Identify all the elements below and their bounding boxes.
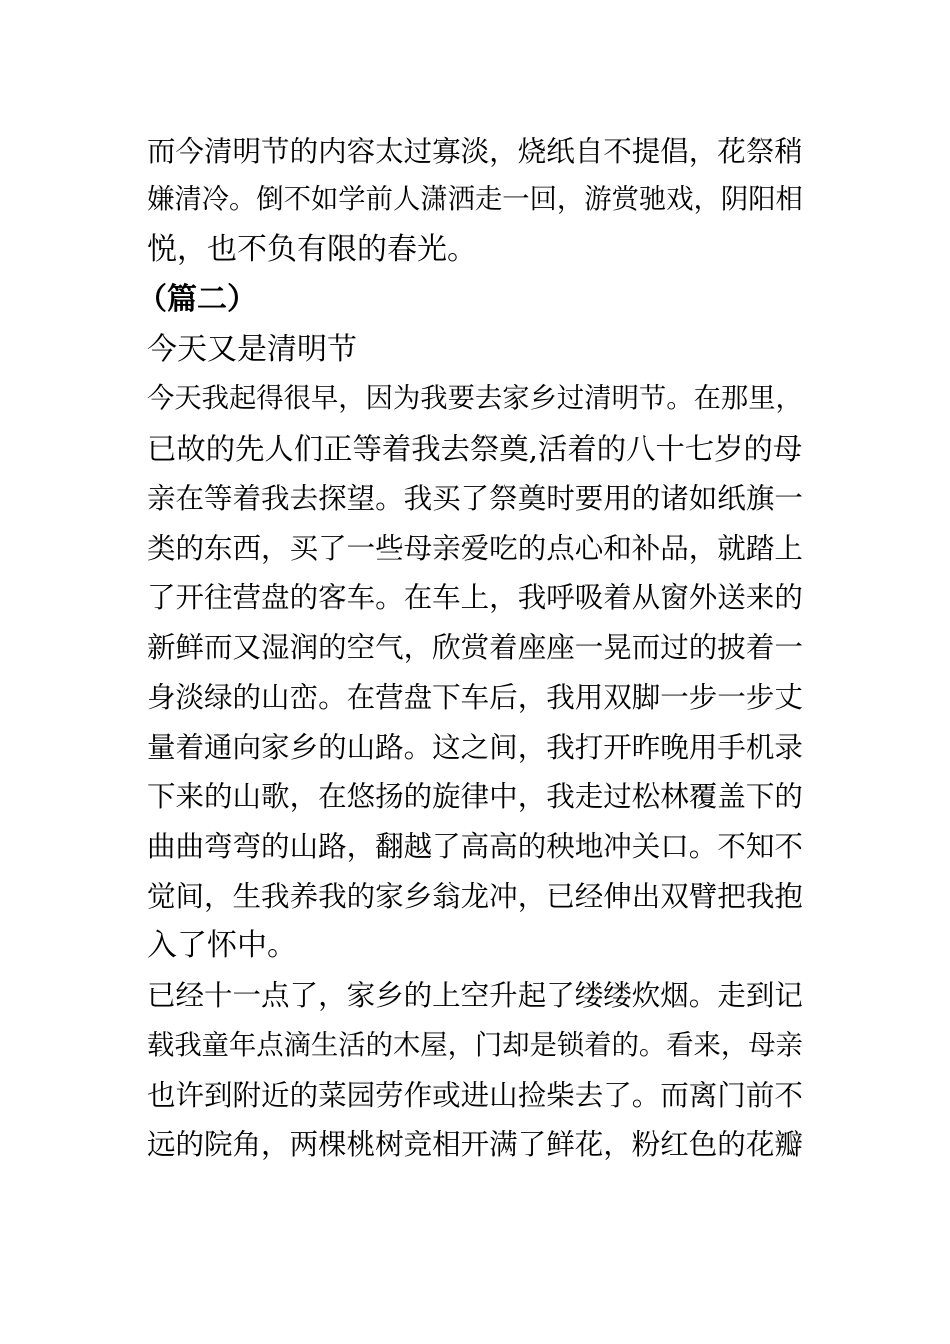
text-line: 觉间，生我养我的家乡翁龙冲，已经伸出双臂把我抱 bbox=[147, 880, 803, 913]
text-line: 已故的先人们正等着我去祭奠,活着的八十七岁的母 bbox=[147, 432, 803, 466]
section-heading: （篇二） bbox=[137, 282, 257, 317]
text-line: 类的东西，买了一些母亲爱吃的点心和补品，就踏上 bbox=[147, 532, 803, 565]
text-line: 而今清明节的内容太过寡淡，烧纸自不提倡，花祭稍 bbox=[147, 135, 803, 168]
text-line: 悦，也不负有限的春光。 bbox=[147, 232, 477, 267]
text-line: 载我童年点滴生活的木屋，门却是锁着的。看来，母亲 bbox=[147, 1030, 803, 1061]
text-line: 身淡绿的山峦。在营盘下车后，我用双脚一步一步丈 bbox=[147, 681, 803, 714]
text-line: 量着通向家乡的山路。这之间，我打开昨晚用手机录 bbox=[147, 731, 803, 764]
text-line: 今天我起得很早，因为我要去家乡过清明节。在那里， bbox=[147, 383, 803, 414]
text-line: 入了怀中。 bbox=[147, 928, 297, 963]
text-line: 已经十一点了，家乡的上空升起了缕缕炊烟。走到记 bbox=[147, 979, 803, 1012]
text-line: 也许到附近的菜园劳作或进山捡柴去了。而离门前不 bbox=[147, 1079, 803, 1112]
text-line: 新鲜而又湿润的空气，欣赏着座座一晃而过的披着一 bbox=[147, 631, 803, 664]
article-title: 今天又是清明节 bbox=[147, 332, 357, 367]
text-line: 亲在等着我去探望。我买了祭奠时要用的诸如纸旗一 bbox=[147, 482, 803, 515]
text-line: 曲曲弯弯的山路，翻越了高高的秧地冲关口。不知不 bbox=[147, 830, 803, 863]
text-line: 嫌清冷。倒不如学前人潇洒走一回，游赏驰戏，阴阳相 bbox=[147, 184, 803, 215]
text-line: 下来的山歌，在悠扬的旋律中，我走过松林覆盖下的 bbox=[147, 780, 803, 813]
text-line: 了开往营盘的客车。在车上，我呼吸着从窗外送来的 bbox=[147, 581, 803, 614]
text-line: 远的院角，两棵桃树竞相开满了鲜花，粉红色的花瓣 bbox=[147, 1128, 803, 1161]
